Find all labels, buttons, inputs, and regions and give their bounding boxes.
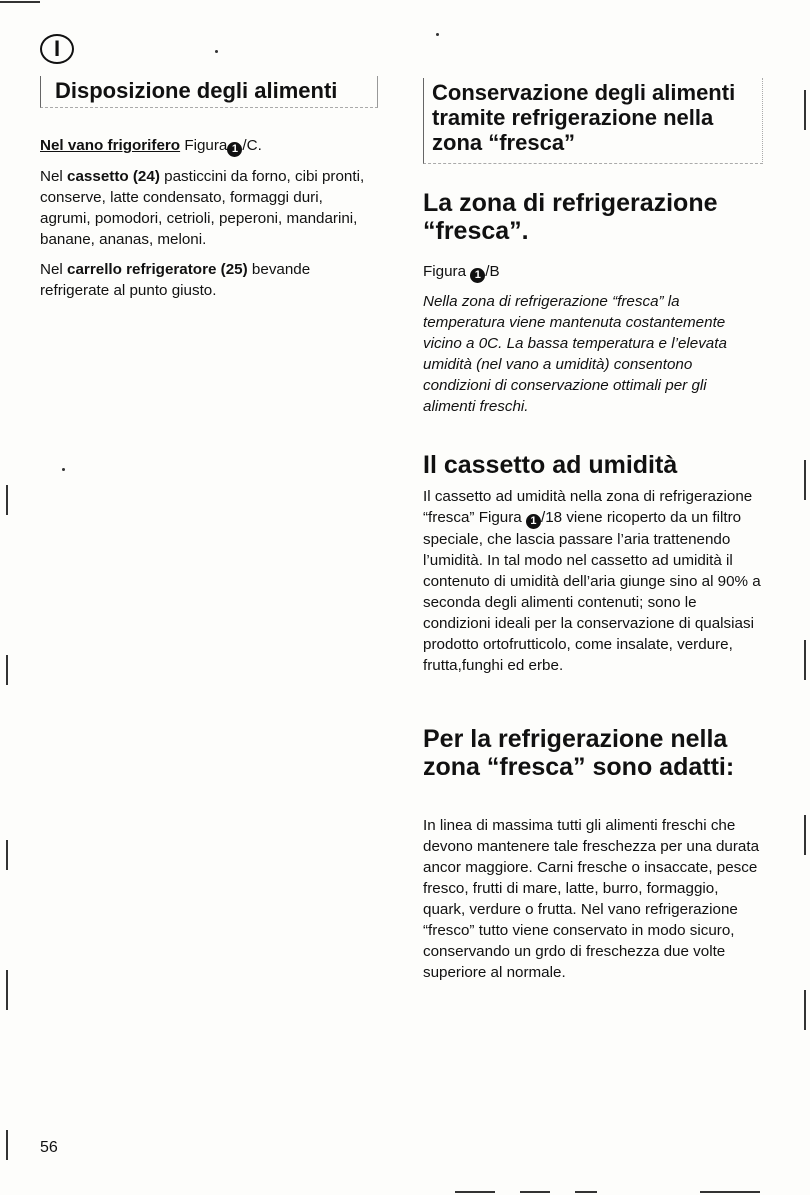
scan-edge-rule (520, 1191, 550, 1193)
cooler-paragraph-text: bevande refrigerate al punto giusto. (40, 261, 311, 299)
drawer-paragraph-intro: Nel (40, 168, 63, 185)
margin-mark (6, 840, 8, 870)
cooler-paragraph (40, 259, 376, 301)
language-badge: I (40, 34, 74, 64)
page-number: 56 (40, 1139, 58, 1156)
figure-ref-label: Figura (423, 263, 467, 280)
margin-mark (6, 970, 8, 1010)
humidity-drawer-text-a: Il cassetto ad umidità nella zona di refrigerazione “fresca” Figura (423, 488, 753, 526)
drawer-paragraph (40, 166, 376, 250)
margin-mark (6, 485, 8, 515)
cooler-paragraph-intro: Nel (40, 261, 63, 278)
margin-mark (804, 90, 806, 130)
figure-ref-suffix: /B (485, 263, 500, 280)
suitable-foods-paragraph: In linea di massima tutti gli alimenti freschi che devono mantenere tale freschezza per una durata ancor maggiore. Carni fresche o insaccate, pesce fresco, frutti di mare, latte, burro, formaggio, quark, verdure o frutta. Nel vano refrigerazione “fresco” tutto viene conservato in modo sicuro, conservando un grdo di freschezza due volte superiore al normale. (423, 817, 760, 981)
margin-mark (804, 815, 806, 855)
margin-mark (6, 655, 8, 685)
drawer-label: cassetto (24) (67, 168, 160, 185)
drawer-paragraph-text: pasticcini da forno, cibi pronti, conserve, latte condensato, formaggi duri, agrumi, pomodori, cetrioli, peperoni, mandarini, banane, ananas, meloni. (40, 168, 365, 248)
cooler-label: carrello refrigeratore (25) (67, 261, 248, 278)
fresh-zone-figure-ref (423, 261, 763, 283)
margin-mark (804, 990, 806, 1030)
figure-number-badge: 1 (227, 142, 242, 157)
figure-number-badge: 1 (526, 514, 541, 529)
speck (62, 468, 65, 471)
speck (436, 33, 439, 36)
margin-mark (804, 460, 806, 500)
scan-edge-rule (0, 1, 40, 3)
suitable-foods-heading: Per la refrigerazione nella zona “fresca” sono adatti: (423, 725, 735, 781)
margin-mark (804, 640, 806, 680)
humidity-drawer-paragraph (423, 486, 763, 676)
left-section-heading: Disposizione degli alimenti (40, 76, 378, 108)
left-subheading-line (40, 135, 380, 157)
scan-edge-rule (575, 1191, 597, 1193)
fresh-zone-paragraph: Nella zona di refrigerazione “fresca” la temperatura viene mantenuta costantemente vicino a 0C. La bassa temperatura e l’elevata umidità (nel vano a umidità) consentono condizioni di conservazione ottimali per gli alimenti freschi. (423, 293, 727, 415)
figure-ref-label: Figura (184, 137, 228, 154)
humidity-drawer-heading: Il cassetto ad umidità (423, 451, 678, 479)
humidity-drawer-text-b: /18 viene ricoperto da un filtro speciale, che lascia passare l’aria trattenendo l’umidità. In tal modo nel cassetto ad umidità il contenuto di umidità dell’aria giunge sino al 90% a seconda degli alimenti contenuti; sono le condizioni ideali per la conservazione di qualsiasi prodotto ortofrutticolo, come insalate, verdure, frutta,funghi ed erbe. (423, 509, 761, 674)
scan-edge-rule (700, 1191, 760, 1193)
margin-mark (6, 1130, 8, 1160)
figure-ref-suffix: /C. (242, 137, 262, 154)
right-section-heading: Conservazione degli alimenti tramite refrigerazione nella zona “fresca” (423, 78, 763, 164)
speck (215, 50, 218, 53)
fridge-compartment-subheading: Nel vano frigorifero (40, 137, 181, 154)
figure-number-badge: 1 (470, 268, 485, 283)
fresh-zone-heading: La zona di refrigerazione “fresca”. (423, 189, 718, 245)
scan-edge-rule (455, 1191, 495, 1193)
